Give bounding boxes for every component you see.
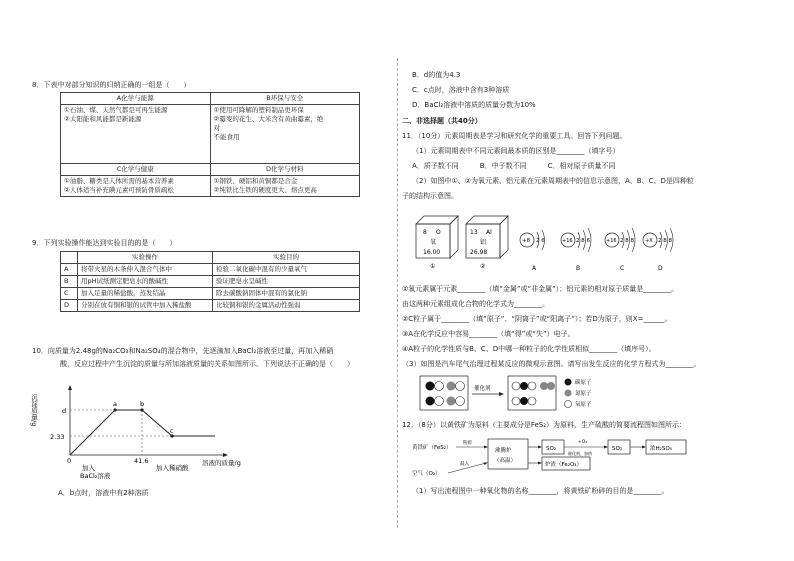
atom-d-core: +X bbox=[645, 238, 653, 244]
label-b: b bbox=[140, 400, 145, 408]
q9-table bbox=[60, 251, 360, 312]
atom-a-core: +8 bbox=[522, 238, 531, 244]
flow-slag: 炉渣（Fe₂O₃） bbox=[545, 462, 582, 468]
oxygen-tag: ① bbox=[430, 263, 436, 270]
q9-head-0 bbox=[61, 252, 78, 264]
label-a: a bbox=[113, 400, 117, 408]
atom-a bbox=[520, 230, 545, 272]
q8-d-line2: ②纯铁比生铁的硬度更大、熔点更高 bbox=[213, 186, 317, 194]
q9-b-goal: 验证肥皂水呈碱性 bbox=[213, 276, 360, 288]
flow-furnace-temp: （高温） bbox=[494, 458, 517, 464]
flow-acid: 浓H₂SO₄ bbox=[650, 446, 672, 452]
table-row bbox=[61, 300, 360, 312]
q8-d-line1: ①钢铁、硬铝和黄铜都是合金 bbox=[213, 177, 298, 185]
atom-b-tag: B bbox=[576, 265, 581, 272]
q9-head-1: 实验操作 bbox=[78, 252, 213, 264]
table-row bbox=[61, 264, 360, 276]
legend-oxygen: 氧原子 bbox=[575, 402, 592, 408]
table-row bbox=[61, 288, 360, 300]
q10-option-c: C．c点时，溶液中含有3种溶质 bbox=[412, 86, 510, 94]
legend-nitrogen: 氮原子 bbox=[575, 391, 592, 397]
q11-line-3: ②C粒子属于________（填“原子”、“阴离子”或“阳离子”）；若D为原子，则X=______。 bbox=[402, 315, 672, 323]
q9-c-key: C bbox=[61, 288, 78, 300]
flow-so2: SO₂ bbox=[546, 446, 557, 452]
q8-b-line2: ②霉变的花生、大米含有黄曲霉素，绝 bbox=[213, 115, 324, 123]
q8-cell-b bbox=[210, 105, 360, 164]
atom-c-shells: 2 8 8 bbox=[620, 238, 634, 244]
q11-line-2: 由这两种元素组成化合物的化学式为________。 bbox=[402, 300, 549, 308]
atom-b-shells: 2 8 6 bbox=[576, 238, 590, 244]
annot-add: 加入 bbox=[82, 464, 95, 472]
q8-header-c: C化学与健康 bbox=[61, 164, 211, 176]
q11-line-6: （3）如图是汽车尾气治理过程某反应的微观示意图。请写出发生反应的化学方程式为________。 bbox=[402, 360, 701, 368]
aluminum-number: 13 bbox=[470, 229, 478, 236]
q9-b-op: 用pH试纸测定肥皂水的酸碱性 bbox=[78, 276, 213, 288]
legend-carbon-dot bbox=[565, 379, 572, 386]
flow-furnace: 沸腾炉 bbox=[495, 448, 512, 454]
column-divider bbox=[397, 58, 398, 528]
q11-line-5: ④A粒子的化学性质与B、C、D中哪一种粒子的化学性质相似________（填序号）。 bbox=[402, 345, 656, 353]
x-axis-label: 溶液的质量/g bbox=[202, 459, 241, 467]
point-a bbox=[113, 408, 116, 411]
catalyst-label: 催化剂 bbox=[474, 386, 491, 392]
q8-b-line1: ①使用可降解的塑料制品更环保 bbox=[213, 106, 304, 114]
q10-stem-1: 10．向质量为2.48g的Na₂CO₃和Na₂SO₄的混合物中，先逐滴加入BaCl₂溶液至过量，再加入稀硝 bbox=[32, 347, 334, 355]
oxygen-number: 8 bbox=[423, 229, 427, 236]
annot-bacl2: BaCl₂溶液 bbox=[80, 472, 111, 480]
legend-carbon: 碳原子 bbox=[575, 380, 592, 386]
atom-c-tag: C bbox=[620, 265, 625, 272]
x-axis-arrow bbox=[223, 453, 228, 457]
oxygen-symbol: O bbox=[436, 229, 441, 236]
x-tick-416: 41.6 bbox=[134, 457, 149, 465]
furnace-box bbox=[488, 439, 528, 469]
q8-cell-a bbox=[61, 105, 211, 164]
x-tick-0: 0 bbox=[67, 457, 72, 465]
oxygen-cell bbox=[416, 216, 458, 270]
flow-air: 空气（O₂） bbox=[412, 471, 441, 477]
atom-d-shells: 2 8 8 bbox=[658, 238, 672, 244]
legend-oxygen-dot bbox=[565, 401, 572, 408]
y-axis-label: 沉淀质量/g bbox=[30, 394, 38, 427]
q11-line-4: ③A在化学反应中容易________（填“得”或“失”）电子。 bbox=[402, 330, 575, 338]
q9-a-goal: 检验二氧化碳中混有的少量氧气 bbox=[213, 264, 360, 276]
table-row bbox=[61, 276, 360, 288]
y-tick-233: 2.33 bbox=[50, 433, 65, 441]
y-axis-arrow bbox=[68, 385, 72, 390]
q10-chart bbox=[30, 380, 290, 480]
q8-header-a: A化学与能源 bbox=[61, 93, 211, 105]
aluminum-symbol: Al bbox=[486, 229, 492, 236]
atom-a-tag: A bbox=[532, 265, 537, 272]
aluminum-name: 铝 bbox=[480, 239, 487, 246]
aluminum-mass: 26.98 bbox=[470, 249, 488, 256]
q8-stem: 8．下表中对部分知识的归纳正确的一组是（ ） bbox=[32, 81, 191, 89]
q11-part2-a: （2）如图中①、②为氧元素、铝元素在元素周期表中的信息示意图，A、B、C、D是四种粒 bbox=[412, 177, 694, 185]
flow-crush: 粉碎 bbox=[463, 441, 472, 446]
q11-line-1: ①氧元素属于元素________（填“金属”或“非金属”）；铝元素的相对原子质量是________。 bbox=[402, 285, 679, 293]
label-c: c bbox=[170, 427, 174, 435]
atom-a-shells: 2 6 bbox=[536, 238, 545, 244]
q8-c-line1: ①油脂、糖类是人体所需的基本营养素 bbox=[64, 177, 174, 185]
q9-a-key: A bbox=[61, 264, 78, 276]
q9-stem: 9．下列实验操作能达到实验目的的是（ ） bbox=[32, 239, 177, 247]
q11-stem: 11．（10分）元素周期表是学习和研究化学的重要工具。回答下列问题。 bbox=[402, 132, 627, 140]
flow-catalyst: 催化剂、加热 bbox=[568, 451, 592, 456]
q9-d-goal: 比较铜和银的金属活动性强弱 bbox=[213, 300, 360, 312]
q10-option-d: D．BaCl₂溶液中溶质的质量分数为10% bbox=[412, 101, 536, 109]
atom-c bbox=[605, 228, 635, 272]
reaction-diagram bbox=[418, 374, 618, 414]
flow-blow: 鼓入 bbox=[460, 462, 469, 467]
atom-c-core: +16 bbox=[606, 238, 617, 244]
q9-head-2: 实验目的 bbox=[213, 252, 360, 264]
q9-c-goal: 除去碳酸钠固体中混有的氯化钠 bbox=[213, 288, 360, 300]
q9-a-op: 将带火星的木条伸入混合气体中 bbox=[78, 264, 213, 276]
oxygen-mass: 16.00 bbox=[423, 249, 441, 256]
q10-option-b: B．d的值为4.3 bbox=[412, 71, 461, 79]
aluminum-tag: ② bbox=[480, 263, 486, 270]
q8-table bbox=[60, 92, 360, 197]
annot-hno3: 加入稀硝酸 bbox=[156, 464, 189, 472]
q9-c-op: 加入足量的稀盐酸，蒸发结晶 bbox=[78, 288, 213, 300]
oxygen-name: 氧 bbox=[430, 239, 437, 246]
q9-d-op: 分别在放有铜和银的试管中加入稀盐酸 bbox=[78, 300, 213, 312]
section-title: 二、非选择题（共40分） bbox=[402, 117, 482, 125]
q11-figure bbox=[410, 212, 680, 274]
aluminum-cell bbox=[466, 216, 508, 270]
q8-b-line4: 不能食用 bbox=[213, 133, 240, 141]
q9-b-key: B bbox=[61, 276, 78, 288]
q8-header-d: D化学与材料 bbox=[210, 164, 360, 176]
q8-c-line2: ②人体适当补充碘元素可预防骨质疏松 bbox=[64, 186, 174, 194]
q12-part1: （1）写出流程图中一种氧化物的名称________，将黄铁矿粉碎的目的是________。 bbox=[412, 487, 669, 495]
flow-o2: +O₂ bbox=[578, 440, 588, 445]
q11-part1-options: A．质子数不同 B．中子数不同 C．相对原子质量不同 bbox=[412, 162, 616, 170]
q9-d-key: D bbox=[61, 300, 78, 312]
q11-part1: （1）元素周期表中不同元素间最本质的区别是________（填字号） bbox=[412, 147, 620, 155]
precipitate-curve bbox=[70, 410, 215, 455]
q8-b-line3: 对 bbox=[213, 124, 220, 132]
q11-part2-b: 子的结构示意图。 bbox=[402, 192, 458, 200]
legend-nitrogen-dot bbox=[565, 390, 572, 397]
atom-d bbox=[643, 228, 673, 272]
q8-a-line1: ①石油、煤、天然气都是可再生能源 bbox=[64, 106, 168, 114]
flow-so3: SO₃ bbox=[612, 446, 623, 452]
q8-header-b: B环保与安全 bbox=[210, 93, 360, 105]
point-b bbox=[140, 408, 143, 411]
q10-option-a: A．b点时，溶液中有2种溶质 bbox=[58, 489, 149, 497]
y-tick-d: d bbox=[62, 407, 67, 415]
q10-stem-2: 酸，反应过程中产生沉淀的质量与所加溶液质量的关系如图所示。下列说法不正确的是（ ） bbox=[60, 360, 354, 368]
atom-b bbox=[561, 228, 591, 272]
atom-d-tag: D bbox=[658, 265, 663, 272]
atom-b-core: +16 bbox=[562, 238, 573, 244]
q8-cell-c bbox=[61, 176, 211, 197]
flow-ore: 黄铁矿（FeS₂） bbox=[412, 445, 452, 451]
q8-a-line2: ②太阳能和风能都是新能源 bbox=[64, 115, 142, 123]
q8-cell-d bbox=[210, 176, 360, 197]
q12-stem: 12．（8分）以黄铁矿为原料（主要成分是FeS₂）为原料，生产硫酸的简要流程图如图所示： bbox=[402, 421, 687, 429]
